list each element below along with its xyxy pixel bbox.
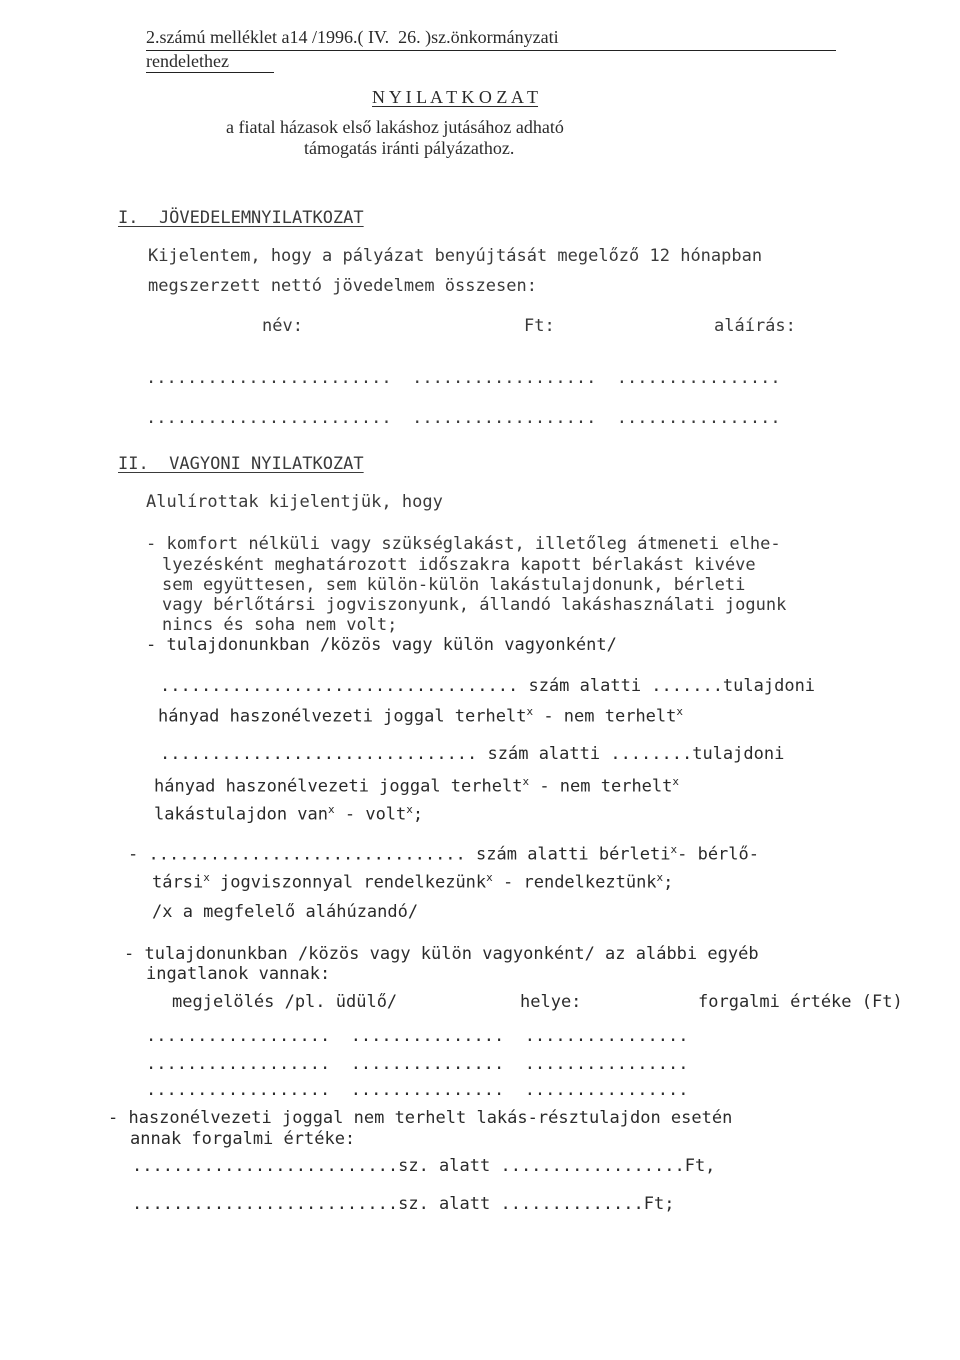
- column-name-label: név:: [262, 316, 303, 336]
- document-subtitle-1: a fiatal házasok első lakáshoz jutásához adható: [226, 117, 564, 137]
- property-1-line-2: [158, 706, 683, 726]
- footnote-star: x: [406, 803, 413, 816]
- column-location-label: helye:: [520, 992, 582, 1012]
- fill-in-row: .................. ............... ................: [146, 1054, 689, 1074]
- statement-1-line-5: nincs és soha nem volt;: [162, 615, 398, 635]
- statement-1-line-3: sem együttesen, sem külön-külön lakástulajdonunk, bérleti: [162, 575, 746, 595]
- property-2-line-2: [154, 776, 679, 796]
- footnote-star: x: [203, 871, 210, 884]
- other-property-line-2: ingatlanok vannak:: [146, 964, 331, 984]
- bullet-dash: -: [128, 844, 139, 865]
- fill-in-row: .................. ............... ................: [146, 1026, 689, 1046]
- footnote-star: x: [328, 803, 335, 816]
- section-1-text-1: Kijelentem, hogy a pályázat benyújtását megelőző 12 hónapban: [148, 246, 763, 266]
- address-label: sz. alatt: [398, 1156, 501, 1176]
- fill-in-dots: ..............: [500, 1194, 644, 1214]
- section-2-intro: Alulírottak kijelentjük, hogy: [146, 492, 443, 512]
- have-label: jogviszonnyal rendelkezünk: [209, 872, 487, 893]
- column-ft-label: Ft:: [524, 316, 555, 336]
- property-2-line-1: [160, 746, 784, 763]
- ownership-exists-label: lakástulajdon van: [154, 804, 328, 825]
- section-1-text-2: megszerzett nettó jövedelmem összesen:: [148, 276, 537, 296]
- currency-label: Ft;: [643, 1194, 675, 1214]
- property-2-line-3: [154, 804, 423, 824]
- footnote-star: x: [670, 843, 678, 856]
- footnote-instruction: /x a megfelelő aláhúzandó/: [152, 902, 419, 922]
- column-designation-label: megjelölés /pl. üdülő/: [172, 992, 398, 1012]
- footnote-star: x: [526, 705, 534, 718]
- fill-in-dots: ..................: [500, 1156, 685, 1176]
- encumbered-label: hányad haszonélvezeti joggal terhelt: [154, 776, 523, 797]
- co-tenancy-cont: társi: [152, 872, 204, 893]
- statement-2-line-1: - tulajdonunkban /közös vagy külön vagyonként/: [146, 635, 617, 655]
- ownership-was-label: - volt: [334, 804, 407, 825]
- fill-in-row: .................. ............... ................: [146, 1080, 689, 1100]
- footnote-star: x: [656, 871, 664, 884]
- not-encumbered-label: - nem terhelt: [529, 776, 673, 797]
- annex-reference-cont: rendelethez: [146, 51, 229, 71]
- semicolon: ;: [412, 804, 424, 825]
- document-title: N Y I L A T K O Z A T: [372, 87, 539, 107]
- footnote-star: x: [672, 775, 680, 788]
- property-1-line-1: [160, 678, 815, 695]
- fill-in-dots: ...................................: [160, 676, 519, 696]
- value-row-2: [132, 1196, 674, 1213]
- currency-label: Ft,: [684, 1156, 716, 1176]
- statement-1-line-2: lyezésként meghatározott időszakra kapott bérlakást kivéve: [162, 555, 756, 575]
- co-tenancy-label: - bérlő-: [677, 844, 759, 865]
- not-encumbered-label: - nem terhelt: [533, 706, 677, 727]
- header-rule-2: [146, 72, 274, 73]
- annex-reference: 2.számú melléklet a14 /1996.( IV. 26. )sz.önkormányzati: [146, 27, 559, 47]
- fill-in-dots: ...............................: [160, 744, 478, 764]
- footnote-star: x: [522, 775, 530, 788]
- document-subtitle-2: támogatás iránti pályázathoz.: [304, 138, 515, 158]
- fill-in-dots: ..........................: [132, 1194, 399, 1214]
- partial-ownership-line-2: annak forgalmi értéke:: [130, 1129, 356, 1149]
- column-market-value-label: forgalmi értéke (Ft): [698, 992, 903, 1012]
- semicolon: ;: [663, 872, 674, 893]
- fill-in-dots: ...............................: [148, 844, 466, 865]
- tenancy-line-1: [128, 844, 759, 864]
- value-row-1: [132, 1158, 715, 1175]
- fill-in-row: ........................ .................. ................: [146, 368, 781, 388]
- tenancy-line-2: [152, 872, 673, 892]
- fill-in-dots: ..........................: [132, 1156, 399, 1176]
- other-property-line-1: - tulajdonunkban /közös vagy külön vagyonként/ az alábbi egyéb: [124, 944, 759, 964]
- encumbered-label: hányad haszonélvezeti joggal terhelt: [158, 706, 527, 727]
- statement-1-line-1: - komfort nélküli vagy szükséglakást, illetőleg átmeneti elhe-: [146, 534, 781, 554]
- tenancy-label: szám alatti bérleti: [465, 844, 671, 865]
- section-2-heading: II. VAGYONI NYILATKOZAT: [118, 454, 364, 474]
- column-signature-label: aláírás:: [714, 316, 796, 336]
- address-label: sz. alatt: [398, 1194, 501, 1214]
- partial-ownership-line-1: - haszonélvezeti joggal nem terhelt lakás-résztulajdon esetén: [108, 1108, 733, 1128]
- footnote-star: x: [676, 705, 684, 718]
- section-1-heading: I. JÖVEDELEMNYILATKOZAT: [118, 208, 364, 228]
- header-rule: [146, 50, 836, 51]
- property-1-tail: szám alatti .......tulajdoni: [518, 676, 816, 696]
- footnote-star: x: [486, 871, 493, 884]
- statement-1-line-4: vagy bérlőtársi jogviszonyunk, állandó lakáshasználati jogunk: [162, 595, 787, 615]
- had-label: - rendelkeztünk: [492, 872, 657, 893]
- fill-in-row: ........................ .................. ................: [146, 408, 781, 428]
- property-2-tail: szám alatti ........tulajdoni: [477, 744, 785, 764]
